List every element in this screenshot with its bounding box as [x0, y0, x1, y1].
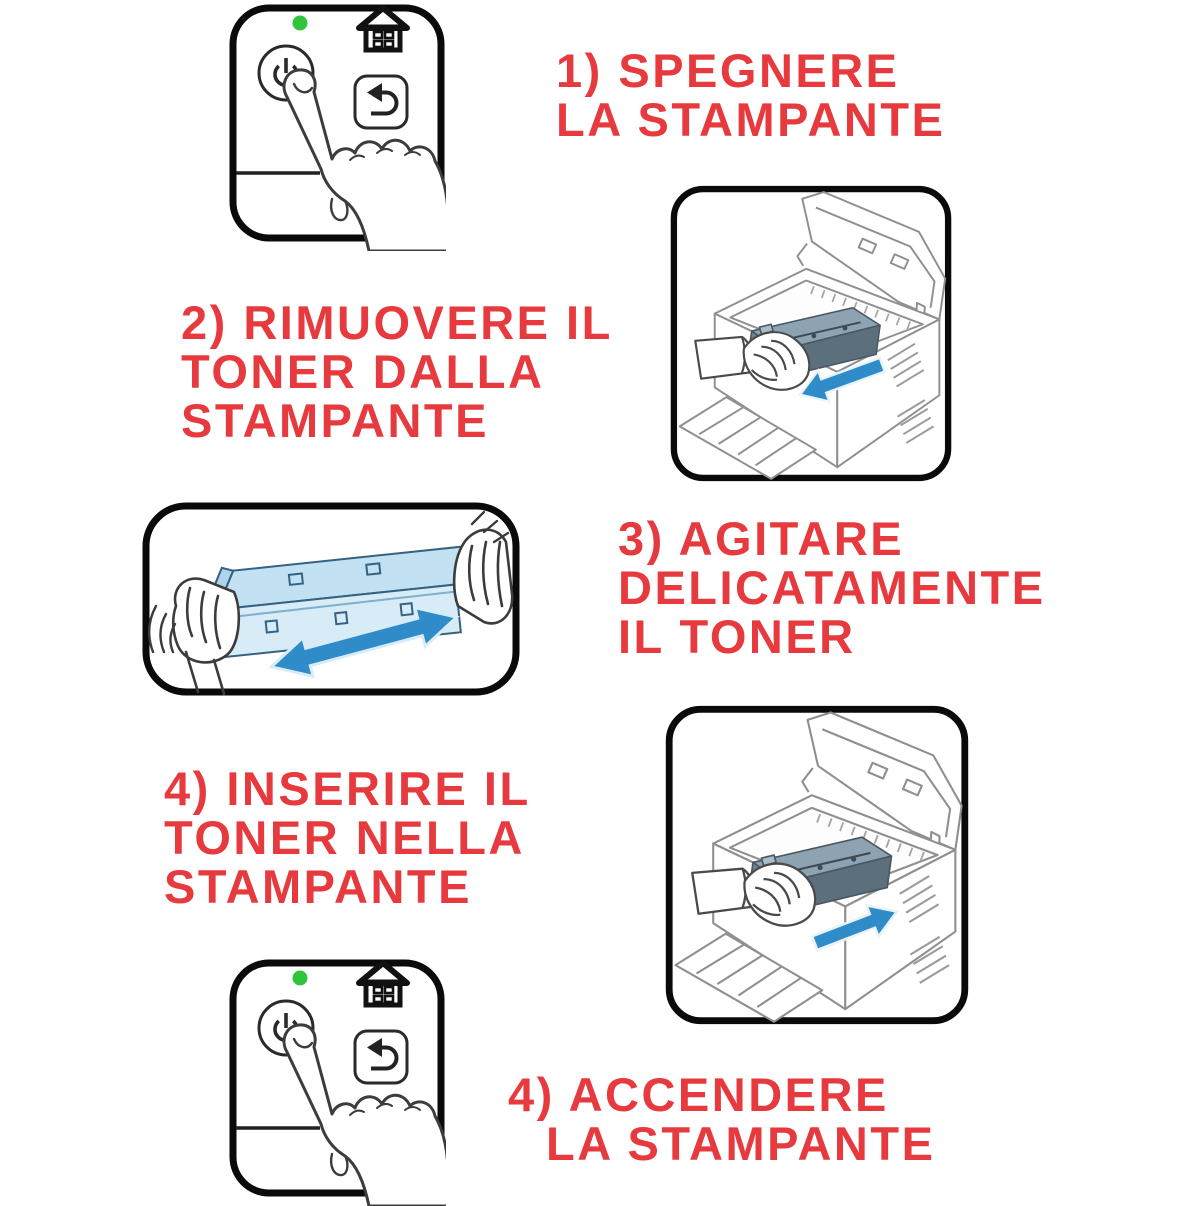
- step-2-line-1: 2) RIMUOVERE IL: [181, 296, 613, 349]
- step-3-line-3: IL TONER: [618, 610, 856, 663]
- right-hand: [454, 530, 512, 624]
- step-2-text: [181, 298, 613, 445]
- step-2-line-3: STAMPANTE: [181, 394, 489, 447]
- step-4-text: [164, 764, 531, 911]
- step-3-text: [618, 514, 1046, 661]
- printer-insert-toner-illustration: [665, 700, 969, 1030]
- step-4-line-3: STAMPANTE: [164, 860, 472, 913]
- power-off-panel-illustration: [228, 3, 446, 251]
- power-on-panel-illustration: [228, 958, 446, 1206]
- step-1-line-2: LA STAMPANTE: [556, 93, 946, 146]
- printer-remove-toner-illustration: [670, 181, 952, 486]
- step-3-line-1: 3) AGITARE: [618, 512, 905, 565]
- toner-shake-illustration: [142, 502, 520, 700]
- step-1-line-1: 1) SPEGNERE: [556, 44, 900, 97]
- step-5-line-1: 4) ACCENDERE: [508, 1068, 889, 1121]
- step-5-text: [508, 1070, 935, 1168]
- step-1-text: [556, 46, 945, 144]
- step-5-line-2: LA STAMPANTE: [546, 1117, 936, 1170]
- step-4-line-1: 4) INSERIRE IL: [164, 762, 531, 815]
- step-2-line-2: TONER DALLA: [181, 345, 545, 398]
- step-4-line-2: TONER NELLA: [164, 811, 525, 864]
- step-3-line-2: DELICATAMENTE: [618, 561, 1046, 614]
